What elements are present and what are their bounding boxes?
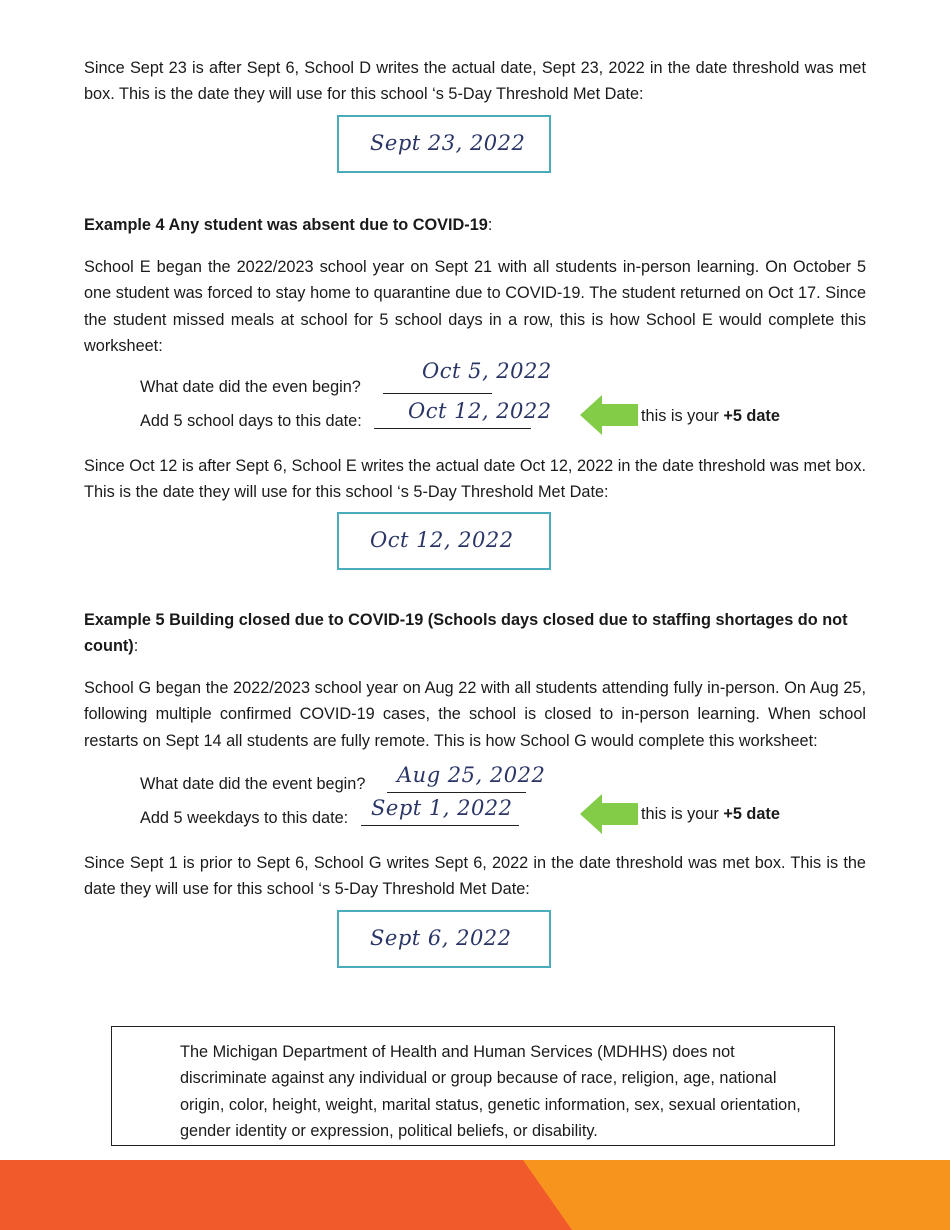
example-4-answer-1: Oct 5, 2022 <box>422 359 552 383</box>
example-5-heading-text: Example 5 Building closed due to COVID-19 (Schools days closed due to staffing shortages do not count) <box>84 611 848 656</box>
example-4-paragraph: School E began the 2022/2023 school year on Sept 21 with all students in-person learning. On October 5 one student was forced to stay home to quarantine due to COVID-19. The student returned on Oct 17. Since the student missed meals at school for 5 school days in a row, this is how School E would complete this worksheet: <box>84 258 866 355</box>
footer-band <box>0 1160 950 1230</box>
threshold-date-school-g: Sept 6, 2022 <box>370 926 512 950</box>
example-5-question-1: What date did the event begin? <box>140 775 366 793</box>
example-4-question-2: Add 5 school days to this date: <box>140 412 362 430</box>
threshold-date-school-d: Sept 23, 2022 <box>370 131 526 155</box>
example-5-heading <box>84 607 866 660</box>
example-5-question-2: Add 5 weekdays to this date: <box>140 809 349 827</box>
school-d-result-paragraph: Since Sept 23 is after Sept 6, School D writes the actual date, Sept 23, 2022 in the date threshold was met box. This is the date they will use for this school ‘s 5-Day Threshold Met Date: <box>84 59 866 104</box>
example-5-plus-prefix: this is your <box>641 805 724 823</box>
example-5-answer-2: Sept 1, 2022 <box>371 796 513 820</box>
example-4-heading-colon: : <box>487 216 493 234</box>
left-arrow-icon <box>580 395 638 435</box>
threshold-date-school-e: Oct 12, 2022 <box>370 528 514 552</box>
example-4-answer-1-line <box>383 393 492 394</box>
footer-band-light <box>523 1160 950 1230</box>
threshold-date-box-school-g <box>337 910 551 968</box>
example-5-answer-1: Aug 25, 2022 <box>397 763 546 787</box>
example-4-plus-prefix: this is your <box>641 407 724 425</box>
threshold-date-box-school-e <box>337 512 551 570</box>
example-4-question-1: What date did the even begin? <box>140 378 361 396</box>
example-5-paragraph: School G began the 2022/2023 school year on Aug 22 with all students attending fully in-person. On Aug 25, following multiple confirmed COVID-19 cases, the school is closed to in-person learning. When school restarts on Sept 14 all students are fully remote. This is how School G would complete this worksheet: <box>84 679 866 750</box>
example-5-answer-1-line <box>387 792 526 793</box>
example-4-answer-2: Oct 12, 2022 <box>408 399 552 423</box>
example-4-answer-2-line <box>374 428 531 429</box>
example-4-result-paragraph: Since Oct 12 is after Sept 6, School E writes the actual date Oct 12, 2022 in the date threshold was met box. This is the date they will use for this school ‘s 5-Day Threshold Met Date: <box>84 457 866 502</box>
example-4-heading-text: Example 4 Any student was absent due to COVID-19 <box>84 216 488 234</box>
example-5-heading-colon: : <box>133 637 139 656</box>
example-4-heading <box>84 212 866 238</box>
example-5-plus-five-label <box>641 802 780 826</box>
threshold-date-box-school-d <box>337 115 551 173</box>
example-5-result-paragraph: Since Sept 1 is prior to Sept 6, School G writes Sept 6, 2022 in the date threshold was met box. This is the date they will use for this school ‘s 5-Day Threshold Met Date: <box>84 854 866 899</box>
example-4-plus-five-label <box>641 404 780 428</box>
left-arrow-icon <box>580 794 638 834</box>
example-5-answer-2-line <box>361 825 519 826</box>
example-4-plus-bold: +5 date <box>723 407 780 425</box>
non-discrimination-notice <box>111 1026 835 1146</box>
example-5-plus-bold: +5 date <box>723 805 780 823</box>
non-discrimination-text: The Michigan Department of Health and Human Services (MDHHS) does not discriminate against any individual or group because of race, religion, age, national origin, color, height, weight, marital status, genetic information, sex, sexual orientation, gender identity or expression, political beliefs, or disability. <box>180 1043 801 1140</box>
